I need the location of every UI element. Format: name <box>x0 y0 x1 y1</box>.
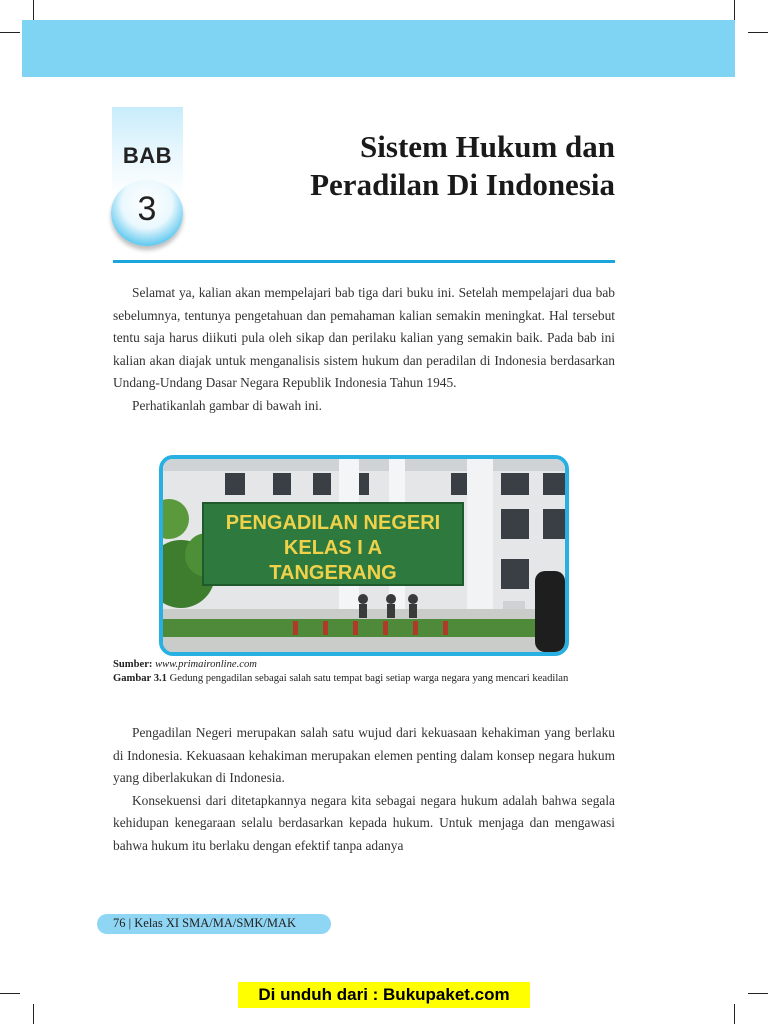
download-banner: Di unduh dari : Bukupaket.com <box>238 982 530 1008</box>
chapter-title-line: Peradilan Di Indonesia <box>310 167 615 202</box>
source-label: Sumber: <box>113 659 153 670</box>
header-band <box>22 20 735 77</box>
crop-mark <box>0 993 20 994</box>
intro-text <box>113 282 615 418</box>
crop-mark <box>734 1004 735 1024</box>
body-paragraph: Pengadilan Negeri merupakan salah satu wujud dari kekuasaan kehakiman yang berlaku di Indonesia. Kekuasaan kehakiman merupakan elemen penting dalam konsep negara hukum yang diberlakukan di Indonesia. <box>113 725 615 786</box>
crop-mark <box>734 0 735 20</box>
caption-label: Gambar 3.1 <box>113 673 167 684</box>
sign-line: PENGADILAN NEGERI <box>225 512 441 534</box>
chapter-number: 3 <box>137 190 157 228</box>
sign-line: KELAS I A <box>283 537 383 559</box>
crop-mark <box>33 1004 34 1024</box>
title-divider <box>113 260 615 263</box>
chapter-label: BAB <box>122 143 173 168</box>
crop-mark <box>33 0 34 20</box>
court-building-photo <box>159 455 569 656</box>
figure-caption <box>113 658 618 686</box>
court-building-illustration <box>163 459 565 652</box>
crop-mark <box>748 993 768 994</box>
chapter-title-line: Sistem Hukum dan <box>360 129 615 164</box>
caption-text: Gedung pengadilan sebagai salah satu tempat bagi setiap warga negara yang mencari keadilan <box>169 673 569 684</box>
intro-paragraph: Perhatikanlah gambar di bawah ini. <box>132 397 323 413</box>
sign-line: TANGERANG <box>269 562 397 584</box>
crop-mark <box>748 32 768 33</box>
body-text <box>113 722 615 858</box>
source-value: www.primaironline.com <box>155 659 257 670</box>
page-info: 76 | Kelas XI SMA/MA/SMK/MAK <box>113 916 297 930</box>
body-paragraph: Konsekuensi dari ditetapkannya negara kita sebagai negara hukum adalah bahwa segala kehidupan kenegaraan selalu berdasarkan kepada hukum. Untuk menjaga dan mengawasi bahwa hukum itu berlaku dengan efektif tanpa adanya <box>113 792 615 853</box>
chapter-title <box>310 128 615 204</box>
crop-mark <box>0 32 20 33</box>
intro-paragraph: Selamat ya, kalian akan mempelajari bab tiga dari buku ini. Setelah mempelajari dua bab sebelumnya, tentunya pengetahuan dan pemahaman kalian semakin meningkat. Hal tersebut tentu saja harus diikuti pula oleh sikap dan perilaku kalian yang semakin baik. Pada bab ini kalian akan diajak untuk menganalisis sistem hukum dan peradilan di Indonesia berdasarkan Undang-Undang Dasar Negara Republik Indonesia Tahun 1945. <box>113 285 615 391</box>
